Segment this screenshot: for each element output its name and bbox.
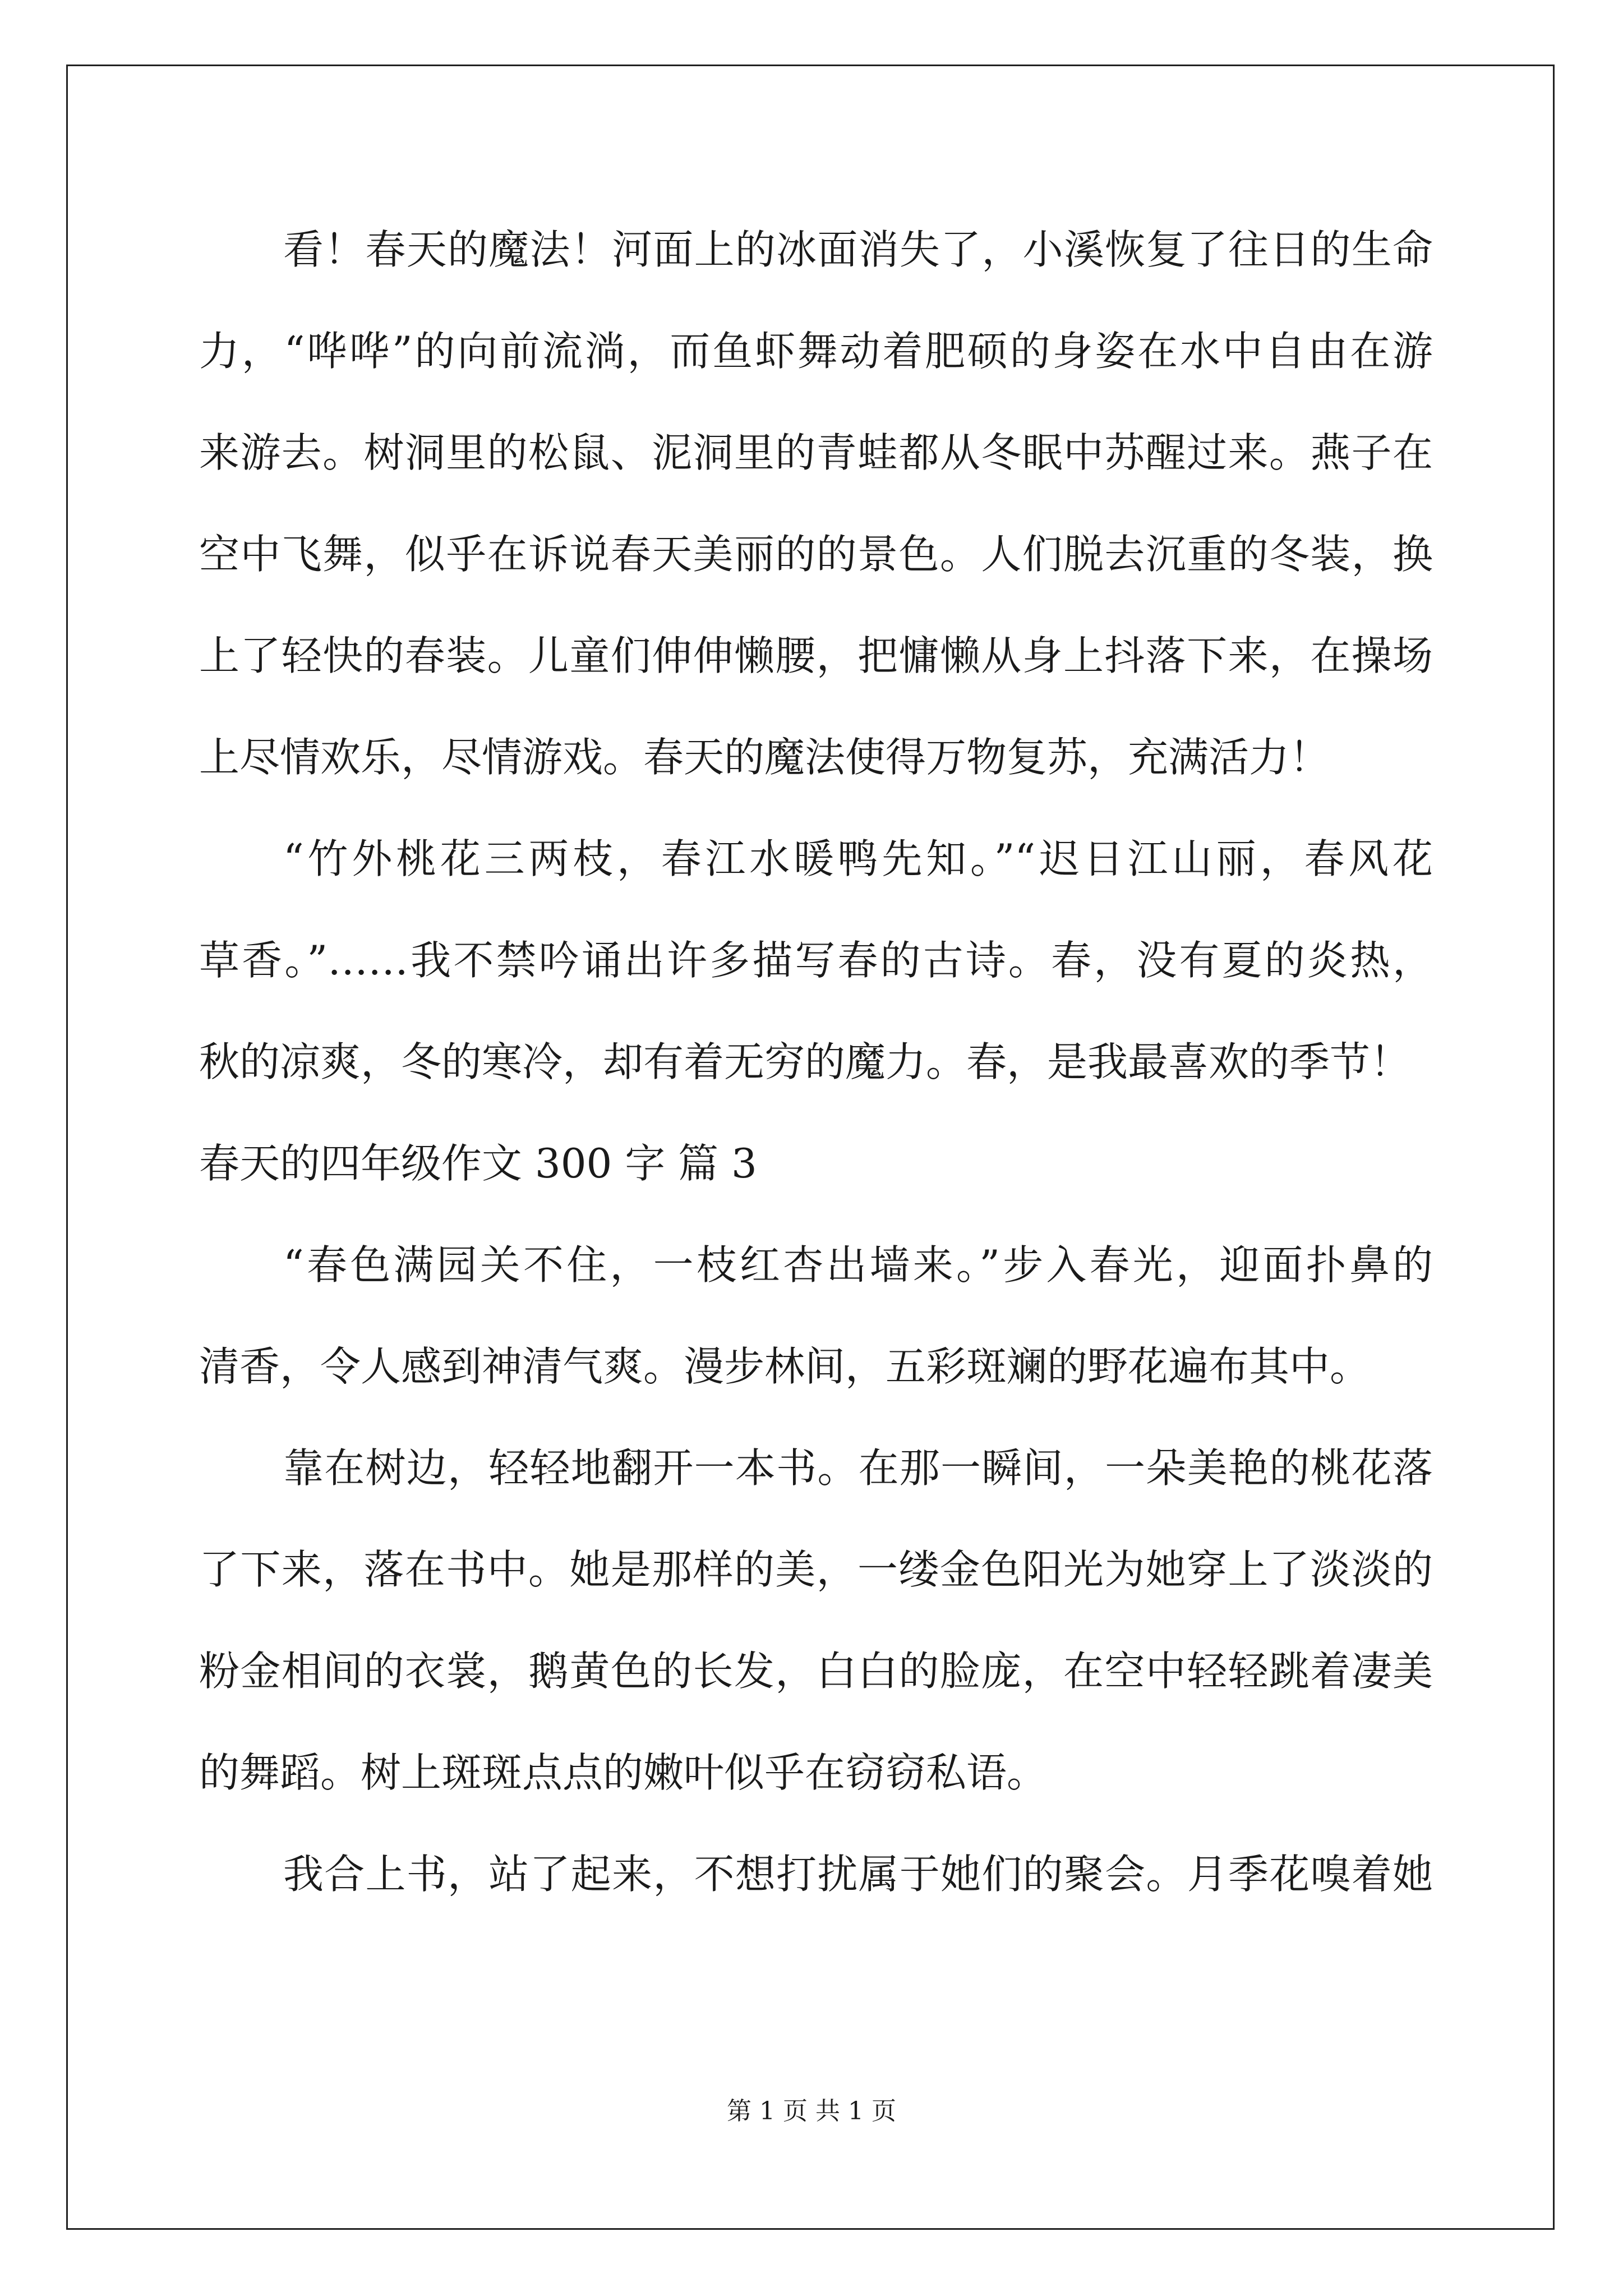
text-line: 上了轻快的春装。儿童们伸伸懒腰，把慵懒从身上抖落下来，在操场 (199, 632, 1433, 679)
text-line: “竹外桃花三两枝，春江水暖鸭先知。”“迟日江山丽，春风花 (283, 835, 1433, 882)
text-line: 的舞蹈。树上斑斑点点的嫩叶似乎在窃窃私语。 (199, 1749, 1048, 1796)
text-line: 粉金相间的衣裳，鹅黄色的长发，白白的脸庞，在空中轻轻跳着凄美 (199, 1648, 1433, 1695)
text-line: 我合上书，站了起来，不想打扰属于她们的聚会。月季花嗅着她 (283, 1851, 1433, 1898)
text-line: 看！春天的魔法！河面上的冰面消失了，小溪恢复了往日的生命 (283, 226, 1433, 273)
section-heading: 春天的四年级作文 300 字 篇 3 (199, 1140, 757, 1187)
text-line: 上尽情欢乐，尽情游戏。春天的魔法使得万物复苏，充满活力！ (199, 734, 1330, 781)
text-line: 清香，令人感到神清气爽。漫步林间，五彩斑斓的野花遍布其中。 (199, 1343, 1371, 1390)
text-line: 了下来，落在书中。她是那样的美，一缕金色阳光为她穿上了淡淡的 (199, 1546, 1433, 1593)
page-footer: 第 1 页 共 1 页 (727, 2097, 896, 2125)
text-line: “春色满园关不住，一枝红杏出墙来。”步入春光，迎面扑鼻的 (283, 1241, 1433, 1289)
text-line: 空中飞舞，似乎在诉说春天美丽的的景色。人们脱去沉重的冬装，换 (199, 531, 1433, 578)
text-line: 靠在树边，轻轻地翻开一本书。在那一瞬间，一朵美艳的桃花落 (283, 1444, 1433, 1492)
text-line: 来游去。树洞里的松鼠、泥洞里的青蛙都从冬眠中苏醒过来。燕子在 (199, 429, 1433, 476)
document-body (199, 199, 1433, 1925)
text-line: 草香。”……我不禁吟诵出许多描写春的古诗。春，没有夏的炎热， (199, 937, 1433, 984)
text-line: 秋的凉爽，冬的寒冷，却有着无穷的魔力。春，是我最喜欢的季节！ (199, 1038, 1411, 1085)
text-line: 力，“哗哗”的向前流淌，而鱼虾舞动着肥硕的身姿在水中自由在游 (199, 328, 1433, 375)
